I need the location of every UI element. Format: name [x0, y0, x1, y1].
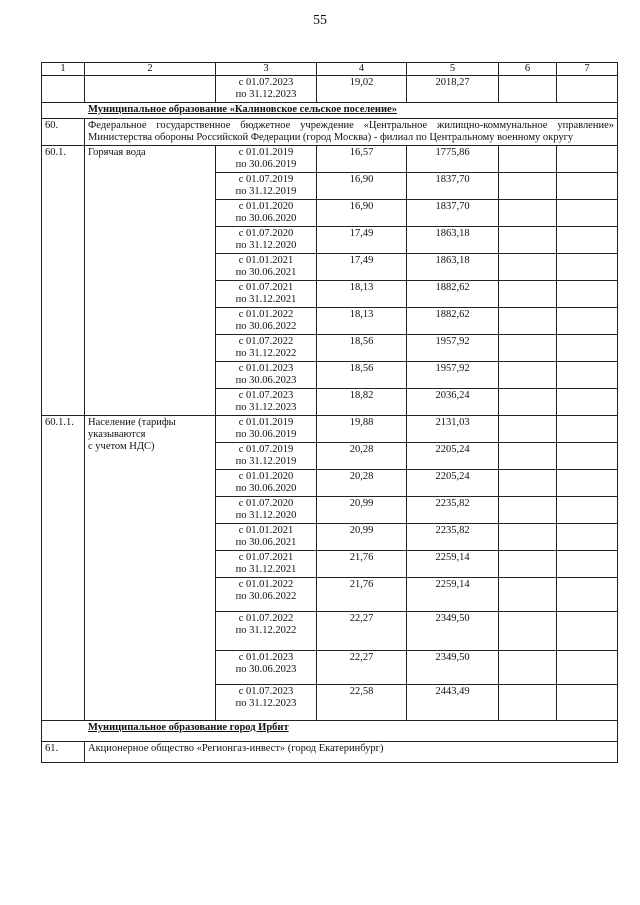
column-header: 7 [557, 63, 618, 76]
tariff-value: 20,99 [317, 524, 407, 551]
period-cell: с 01.07.2022 по 31.12.2022 [216, 612, 317, 651]
organization-name: Акционерное общество «Регионгаз-инвест» (город Екатеринбург) [85, 742, 618, 763]
tariff-value: 18,82 [317, 389, 407, 416]
tariff-value: 1837,70 [407, 200, 499, 227]
column-header: 2 [85, 63, 216, 76]
tariff-value: 22,58 [317, 685, 407, 721]
tariff-value: 2036,24 [407, 389, 499, 416]
organization-name: Федеральное государственное бюджетное учреждение «Центральное жилищно-коммунальное управление» Министерства обороны Российской Федерации (город Москва) - филиал по Центральному военному округу [85, 119, 618, 146]
period-cell: с 01.07.2020 по 31.12.2020 [216, 227, 317, 254]
empty-cell [557, 173, 618, 200]
tariff-table [41, 62, 618, 763]
tariff-value: 1863,18 [407, 254, 499, 281]
tariff-value: 1882,62 [407, 281, 499, 308]
period-cell: с 01.07.2019 по 31.12.2019 [216, 443, 317, 470]
empty-cell [557, 470, 618, 497]
period-cell: с 01.07.2022 по 31.12.2022 [216, 335, 317, 362]
empty-cell [499, 578, 557, 612]
empty-cell [499, 416, 557, 443]
tariff-value: 16,57 [317, 146, 407, 173]
empty-cell [499, 335, 557, 362]
empty-cell [499, 551, 557, 578]
row-number: 60.1. [42, 146, 85, 416]
tariff-value: 20,99 [317, 497, 407, 524]
hot-water-group [42, 146, 618, 416]
tariff-value: 21,76 [317, 551, 407, 578]
empty-cell [499, 308, 557, 335]
tariff-value: 2018,27 [407, 76, 499, 103]
empty-cell [499, 389, 557, 416]
tariff-row [42, 416, 618, 443]
empty-cell [557, 308, 618, 335]
column-header: 3 [216, 63, 317, 76]
empty-cell [557, 612, 618, 651]
period-cell: с 01.01.2022 по 30.06.2022 [216, 308, 317, 335]
empty-cell [557, 497, 618, 524]
tariff-value: 18,56 [317, 362, 407, 389]
page-number: 55 [313, 13, 327, 28]
tariff-value: 2259,14 [407, 551, 499, 578]
empty-cell [557, 416, 618, 443]
service-label: Население (тарифы указываются с учетом НДС) [85, 416, 216, 721]
tariff-value: 16,90 [317, 200, 407, 227]
municipality-title: Муниципальное образование «Калиновское сельское поселение» [42, 103, 618, 119]
empty-cell [557, 524, 618, 551]
empty-cell [499, 685, 557, 721]
tariff-value: 1837,70 [407, 173, 499, 200]
empty-cell [557, 362, 618, 389]
tariff-value: 2349,50 [407, 612, 499, 651]
tariff-row [42, 146, 618, 173]
empty-cell [557, 389, 618, 416]
column-header: 4 [317, 63, 407, 76]
empty-cell [499, 612, 557, 651]
period-cell: с 01.07.2019 по 31.12.2019 [216, 173, 317, 200]
empty-cell [557, 651, 618, 685]
empty-cell [557, 443, 618, 470]
population-group [42, 416, 618, 721]
municipality-row [42, 103, 618, 119]
organization-row [42, 742, 618, 763]
tariff-value: 2235,82 [407, 524, 499, 551]
tariff-value: 22,27 [317, 651, 407, 685]
empty-cell [557, 281, 618, 308]
empty-cell [557, 146, 618, 173]
tariff-value: 16,90 [317, 173, 407, 200]
tariff-value: 1775,86 [407, 146, 499, 173]
column-header: 1 [42, 63, 85, 76]
period-cell: с 01.07.2023 по 31.12.2023 [216, 389, 317, 416]
period-cell: с 01.07.2023 по 31.12.2023 [216, 76, 317, 103]
empty-cell [557, 578, 618, 612]
tariff-value: 2443,49 [407, 685, 499, 721]
empty-cell [499, 281, 557, 308]
tariff-value: 17,49 [317, 227, 407, 254]
tariff-value: 2259,14 [407, 578, 499, 612]
tariff-value: 2349,50 [407, 651, 499, 685]
empty-cell [499, 146, 557, 173]
empty-cell [499, 362, 557, 389]
period-cell: с 01.01.2021 по 30.06.2021 [216, 524, 317, 551]
tariff-value: 2205,24 [407, 443, 499, 470]
municipality-title: Муниципальное образование город Ирбит [42, 721, 618, 742]
empty-cell [557, 685, 618, 721]
tariff-value: 18,13 [317, 308, 407, 335]
empty-cell [557, 200, 618, 227]
empty-cell [557, 551, 618, 578]
column-number-row [42, 63, 618, 76]
service-label: Горячая вода [85, 146, 216, 416]
row-number: 60. [42, 119, 85, 146]
municipality-row [42, 721, 618, 742]
period-cell: с 01.07.2021 по 31.12.2021 [216, 551, 317, 578]
period-cell: с 01.01.2019 по 30.06.2019 [216, 146, 317, 173]
empty-cell [499, 497, 557, 524]
column-header: 6 [499, 63, 557, 76]
empty-cell [499, 524, 557, 551]
tariff-value: 1957,92 [407, 362, 499, 389]
period-cell: с 01.01.2020 по 30.06.2020 [216, 470, 317, 497]
carryover-row [42, 76, 618, 103]
empty-cell [557, 254, 618, 281]
column-header: 5 [407, 63, 499, 76]
tariff-value: 1882,62 [407, 308, 499, 335]
period-cell: с 01.01.2021 по 30.06.2021 [216, 254, 317, 281]
tariff-value: 22,27 [317, 612, 407, 651]
empty-cell [557, 335, 618, 362]
row-number: 60.1.1. [42, 416, 85, 721]
tariff-value: 20,28 [317, 443, 407, 470]
period-cell: с 01.07.2021 по 31.12.2021 [216, 281, 317, 308]
tariff-value: 2131,03 [407, 416, 499, 443]
empty-cell [499, 200, 557, 227]
tariff-value: 19,88 [317, 416, 407, 443]
tariff-value: 20,28 [317, 470, 407, 497]
tariff-value: 2205,24 [407, 470, 499, 497]
empty-cell [499, 470, 557, 497]
row-number: 61. [42, 742, 85, 763]
organization-row [42, 119, 618, 146]
empty-cell [499, 254, 557, 281]
period-cell: с 01.01.2023 по 30.06.2023 [216, 651, 317, 685]
tariff-value: 18,56 [317, 335, 407, 362]
period-cell: с 01.01.2019 по 30.06.2019 [216, 416, 317, 443]
period-cell: с 01.07.2020 по 31.12.2020 [216, 497, 317, 524]
tariff-value: 21,76 [317, 578, 407, 612]
tariff-value: 1863,18 [407, 227, 499, 254]
empty-cell [499, 443, 557, 470]
tariff-value: 2235,82 [407, 497, 499, 524]
empty-cell [557, 227, 618, 254]
empty-cell [499, 173, 557, 200]
period-cell: с 01.07.2023 по 31.12.2023 [216, 685, 317, 721]
empty-cell [499, 227, 557, 254]
tariff-value: 18,13 [317, 281, 407, 308]
tariff-value: 19,02 [317, 76, 407, 103]
period-cell: с 01.01.2022 по 30.06.2022 [216, 578, 317, 612]
period-cell: с 01.01.2023 по 30.06.2023 [216, 362, 317, 389]
tariff-value: 17,49 [317, 254, 407, 281]
period-cell: с 01.01.2020 по 30.06.2020 [216, 200, 317, 227]
tariff-value: 1957,92 [407, 335, 499, 362]
empty-cell [499, 651, 557, 685]
